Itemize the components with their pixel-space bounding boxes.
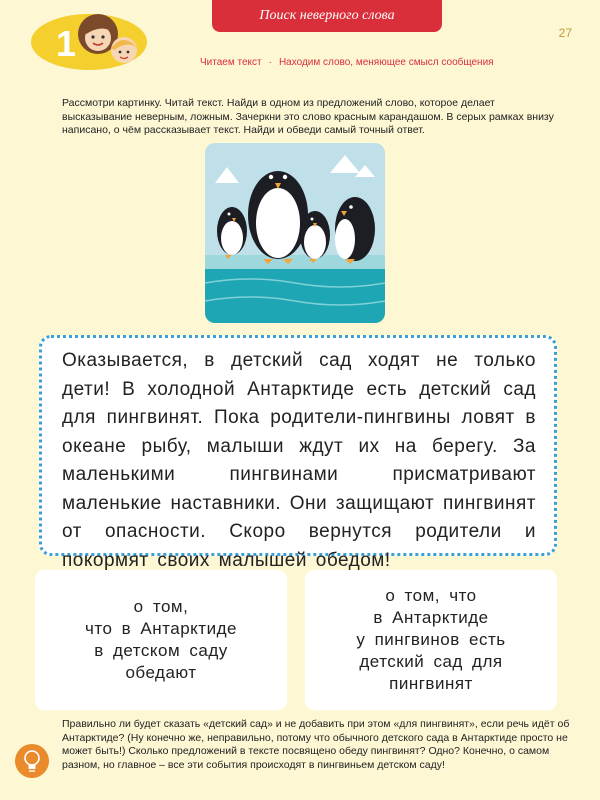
story-text: Оказывается, в детский сад ходят не только дети! В холодной Антарктиде есть детский сад для пингвинят. Пока родители-пингвины ловят в океане рыбу, малыши ждут их на берегу. За маленькими пингвинами присматривают маленькие наставники. Они защищают пингвинят от опасности. Скоро вернутся родители и покормят своих малышей обедом! bbox=[62, 350, 536, 571]
lesson-badge bbox=[30, 10, 148, 70]
answer-option-1-text: о том, что в Антарктиде в детском саду обедают bbox=[85, 597, 237, 682]
page-number: 27 bbox=[558, 26, 572, 40]
section-title-tab bbox=[212, 0, 442, 32]
lesson-subtitle bbox=[200, 57, 494, 68]
story-text-card bbox=[39, 335, 557, 571]
instructions-text: Рассмотри картинку. Читай текст. Найди в одном из предложений слово, которое делает высказывание неверным, ложным. Зачеркни это слово красным карандашом. В серых рамках внизу написано, о чём рассказывает текст. Найди и обведи самый точный ответ. bbox=[62, 97, 554, 136]
subtitle-right: Находим слово, меняющее смысл сообщения bbox=[278, 57, 494, 68]
bottom-note-text: Правильно ли будет сказать «детский сад» и не добавить при этом «для пингвинят», если речь идёт об Антарктиде? (Ну конечно же, неправильно, потому что обычного детского сада в Антарктиде просто не может быть!) Сколько предложений в тексте посвящено обеду пингвинят? Одно? Конечно, о самом разном, но главное – все эти события происходят в пингвиньем детском саду! bbox=[62, 718, 570, 771]
lightbulb-icon bbox=[15, 743, 49, 779]
answer-option-1[interactable] bbox=[35, 570, 287, 710]
answer-option-2[interactable] bbox=[305, 570, 557, 710]
subtitle-left: Читаем текст bbox=[200, 57, 262, 68]
subtitle-separator: · bbox=[268, 57, 272, 68]
answer-option-2-text: о том, что в Антарктиде у пингвинов есть детский сад для пингвинят bbox=[356, 586, 506, 693]
section-title: Поиск неверного слова bbox=[259, 8, 395, 23]
lesson-number: 1 bbox=[56, 23, 77, 64]
penguins-illustration bbox=[205, 143, 385, 323]
